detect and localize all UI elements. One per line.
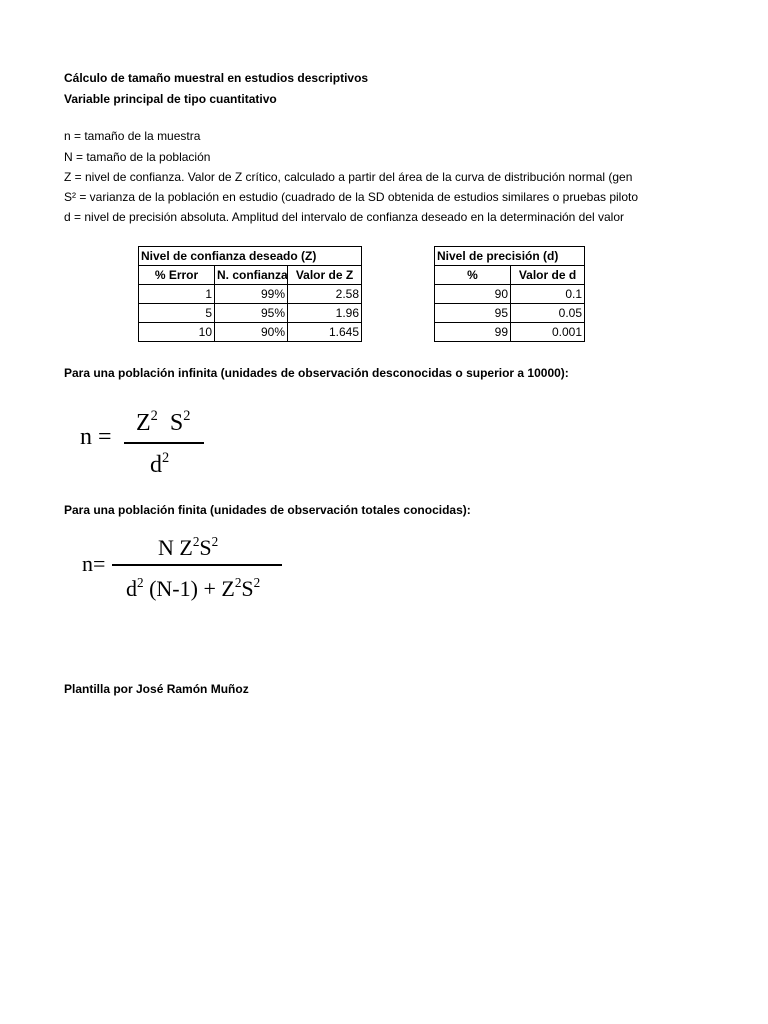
symbol-s: S <box>241 576 254 601</box>
precision-table-title: Nivel de precisión (d) <box>435 247 585 266</box>
table-cell: 0.1 <box>511 285 585 304</box>
table-cell: 1.645 <box>288 323 362 342</box>
exponent: 2 <box>183 407 191 424</box>
exponent: 2 <box>137 574 144 590</box>
column-header: Valor de Z <box>288 266 362 285</box>
infinite-population-label: Para una población infinita (unidades de observación desconocidas o superior a 10000): <box>64 366 569 380</box>
table-row <box>435 285 585 304</box>
exponent: 2 <box>253 574 261 590</box>
table-cell: 90 <box>435 285 511 304</box>
symbol-s: S <box>199 535 212 560</box>
formula-numerator <box>158 535 218 561</box>
exponent: 2 <box>234 574 242 590</box>
document-subtitle: Variable principal de tipo cuantitativo <box>64 92 277 106</box>
column-header: % <box>435 266 511 285</box>
fraction-bar <box>124 442 204 444</box>
symbol-z: Z <box>136 410 151 436</box>
table-cell: 95 <box>435 304 511 323</box>
column-header: N. confianza <box>215 266 288 285</box>
table-cell: 1 <box>139 285 215 304</box>
table-row <box>139 323 362 342</box>
symbol-d: d <box>126 576 137 601</box>
formula-lhs: n= <box>82 551 106 576</box>
column-header: Valor de d <box>511 266 585 285</box>
table-cell: 5 <box>139 304 215 323</box>
formula-denominator <box>126 576 260 602</box>
table-cell: 99% <box>215 285 288 304</box>
column-header: % Error <box>139 266 215 285</box>
formula-denominator <box>150 449 170 479</box>
table-cell: 95% <box>215 304 288 323</box>
symbol-s: S <box>169 410 184 436</box>
confidence-table-title: Nivel de confianza deseado (Z) <box>139 247 362 266</box>
definition-Z: Z = nivel de confianza. Valor de Z crítico, calculado a partir del área de la curva de distribución normal (gen <box>64 170 633 184</box>
table-cell: 0.05 <box>511 304 585 323</box>
table-cell: 0.001 <box>511 323 585 342</box>
definition-d: d = nivel de precisión absoluta. Amplitud del intervalo de confianza deseado en la determinación del valor <box>64 210 625 224</box>
precision-table <box>434 246 585 342</box>
table-cell: 1.96 <box>288 304 362 323</box>
table-row <box>435 304 585 323</box>
definition-n: n = tamaño de la muestra <box>64 129 201 143</box>
table-cell: 99 <box>435 323 511 342</box>
exponent: 2 <box>162 449 170 466</box>
exponent: 2 <box>150 407 158 424</box>
table-row <box>139 285 362 304</box>
confidence-table <box>138 246 362 342</box>
formula-numerator <box>136 407 191 437</box>
definition-N: N = tamaño de la población <box>64 150 211 164</box>
finite-population-label: Para una población finita (unidades de observación totales conocidas): <box>64 503 471 517</box>
numerator-term: N Z <box>158 535 193 560</box>
table-header-row <box>435 266 585 285</box>
definition-S2: S² = varianza de la población en estudio (cuadrado de la SD obtenida de estudios similares o pruebas piloto <box>64 190 639 204</box>
exponent: 2 <box>192 533 200 549</box>
denominator-term: (N-1) + Z <box>143 576 235 601</box>
table-header-row <box>139 266 362 285</box>
formula-lhs: n = <box>80 424 112 450</box>
table-row <box>139 304 362 323</box>
table-cell: 2.58 <box>288 285 362 304</box>
fraction-bar <box>112 564 282 566</box>
table-title-row <box>435 247 585 266</box>
table-title-row <box>139 247 362 266</box>
table-cell: 90% <box>215 323 288 342</box>
table-cell: 10 <box>139 323 215 342</box>
author-credit: Plantilla por José Ramón Muñoz <box>64 682 249 696</box>
table-row <box>435 323 585 342</box>
symbol-d: d <box>150 452 162 478</box>
exponent: 2 <box>211 533 219 549</box>
document-title: Cálculo de tamaño muestral en estudios descriptivos <box>64 71 369 85</box>
